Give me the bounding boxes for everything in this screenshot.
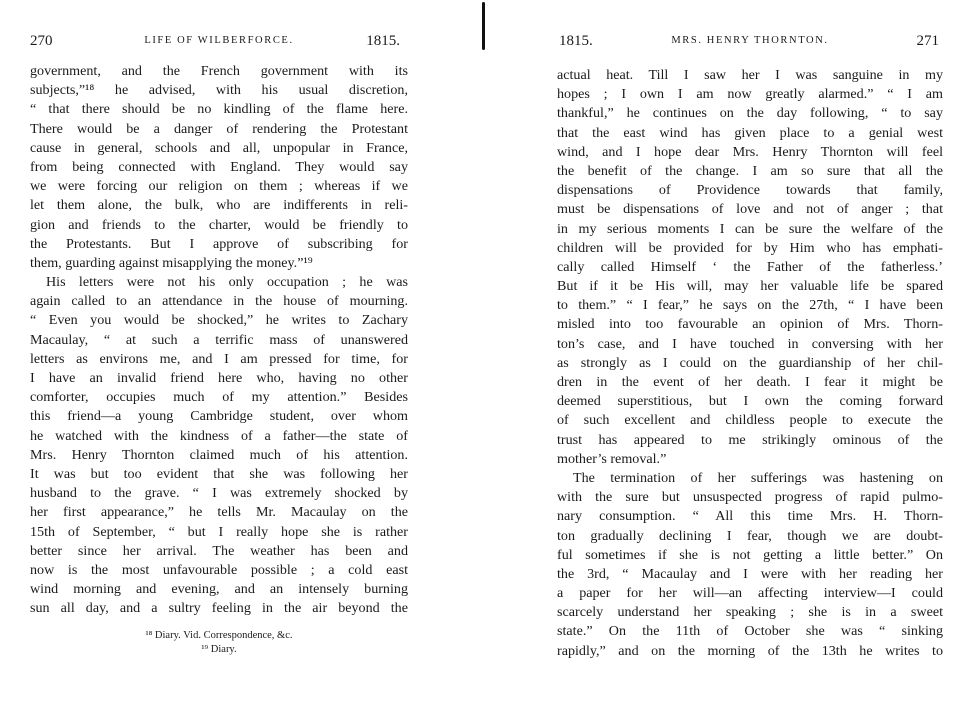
footnote: ¹⁸ Diary. Vid. Correspondence, &c.: [145, 630, 293, 641]
right-page-body: [557, 66, 943, 661]
page-number: 270: [30, 33, 53, 49]
text-line: husband to the grave. “ I was extremely shocked by: [30, 485, 408, 502]
text-line: that the east wind has given place to a genial west: [557, 124, 943, 141]
text-line: Macaulay, “ at such a terrific mass of unanswered: [30, 331, 408, 348]
running-head: MRS. HENRY THORNTON.: [671, 35, 829, 46]
text-line: let them alone, the bulk, who are indifferents in reli-: [30, 197, 408, 214]
text-line: letters as environs me, and I am pressed for time, for: [30, 350, 408, 367]
header-year: 1815.: [366, 33, 400, 49]
text-line: from being connected with England. They would say: [30, 158, 408, 175]
text-line: dren in the event of her death. I fear it might be: [557, 374, 943, 390]
text-line: gion and friends to the charter, would be friendly to: [30, 216, 408, 233]
text-line: of such excellent and childless people to execute the: [557, 412, 943, 429]
text-line: ton’s case, and I have touched in conversing with her: [557, 335, 943, 352]
text-line: scarcely understand her speaking ; she is in a sweet: [557, 604, 943, 621]
text-line: ful sometimes if she is not getting a little better.” On: [557, 546, 943, 563]
text-line: again called to an attendance in the house of mourning.: [30, 293, 408, 310]
text-line: Mrs. Henry Thornton claimed much of his attention.: [30, 446, 408, 463]
gutter-binding-mark: [482, 2, 485, 50]
text-line: state.” On the 11th of October she was “ sinking: [557, 623, 943, 640]
running-head: LIFE OF WILBERFORCE.: [144, 35, 294, 46]
text-line: misled into too favourable an opinion of Mrs. Thorn-: [557, 316, 943, 333]
text-line: cally called Himself ‘ the Father of the fatherless.’: [557, 258, 943, 275]
text-line: His letters were not his only occupation ; he was: [46, 274, 408, 291]
text-line: It was but too evident that she was following her: [30, 465, 408, 482]
text-line: a paper for her will—an affecting interview—I could: [557, 585, 943, 602]
text-line: to them.” “ I fear,” he says on the 27th, “ I have been: [557, 297, 943, 314]
text-line: rapidly,” and on the morning of the 13th he writes to: [557, 642, 943, 659]
text-line: hopes ; I own I am now greatly alarmed.” “ I am: [557, 86, 943, 103]
text-line: them, guarding against misapplying the money.”¹⁹: [30, 254, 313, 271]
page-number: 271: [916, 33, 939, 49]
text-line: wind, and I hope dear Mrs. Henry Thornton will feel: [557, 143, 943, 160]
text-line: the 3rd, “ Macaulay and I were with her reading her: [557, 565, 943, 582]
text-line: the benefit of the change. I am so sure that all the: [557, 162, 943, 179]
text-line: But if it be His will, may her valuable life be spared: [557, 278, 943, 295]
text-line: nary consumption. “ All this time Mrs. H. Thorn-: [557, 508, 943, 525]
text-line: we were forcing our religion on them ; whereas if we: [30, 178, 408, 195]
text-line: with the sure but unsuspected progress of rapid pulmo-: [557, 489, 943, 506]
header-year: 1815.: [559, 33, 593, 49]
left-page-body: [30, 62, 408, 618]
text-line: “ that there should be no kindling of the flame here.: [30, 101, 408, 118]
text-line: must be dispensations of love and not of anger ; that: [557, 201, 943, 218]
text-line: subjects,”¹⁸ he advised, with his usual discretion,: [30, 82, 408, 99]
text-line: her first appearance,” he tells Mr. Macaulay on the: [30, 504, 408, 521]
text-line: The termination of her sufferings was hastening on: [573, 469, 943, 486]
text-line: the Protestants. But I approve of subscribing for: [30, 235, 408, 252]
text-line: government, and the French government with its: [30, 63, 408, 79]
text-line: better since her arrival. The weather has been and: [30, 542, 408, 559]
footnote: ¹⁹ Diary.: [201, 644, 237, 655]
text-line: now is the most unfavourable possible ; a cold east: [30, 561, 408, 578]
text-line: children will be provided for by Him who has emphati-: [557, 239, 943, 256]
text-line: in my serious moments I can be sure the welfare of the: [557, 220, 943, 237]
text-line: mother’s removal.”: [557, 450, 667, 467]
text-line: cause in general, schools and all, unpopular in France,: [30, 139, 408, 156]
text-line: this friend—a young Cambridge student, over whom: [30, 408, 408, 425]
text-line: sun all day, and a sultry feeling in the air beyond the: [30, 600, 408, 617]
text-line: wind morning and evening, and an intensely burning: [30, 581, 408, 598]
text-line: “ Even you would be shocked,” he writes to Zachary: [30, 312, 408, 329]
footnotes: [30, 629, 408, 657]
text-line: thankful,” he continues on the day following, “ to say: [557, 105, 943, 122]
text-line: There would be a danger of rendering the Protestant: [30, 120, 408, 137]
text-line: 15th of September, “ but I really hope she is rather: [30, 523, 408, 540]
text-line: dispensations of Providence towards that family,: [557, 182, 943, 199]
text-line: as strongly as I could on the guardianship of her chil-: [557, 354, 943, 371]
text-line: actual heat. Till I saw her I was sanguine in my: [557, 67, 943, 83]
text-line: deemed superstitious, but I own the coming forward: [557, 393, 943, 410]
right-page-header: [557, 33, 943, 51]
left-page-header: [30, 33, 408, 51]
text-line: ton gradually declining I fear, though we are doubt-: [557, 527, 943, 544]
text-line: I have an invalid friend here who, having no other: [30, 370, 408, 386]
text-line: he watched with the kindness of a father—the state of: [30, 427, 408, 444]
text-line: trust has appeared to me strikingly ominous of the: [557, 431, 943, 448]
text-line: comforter, occupies much of my attention.” Besides: [30, 389, 408, 406]
